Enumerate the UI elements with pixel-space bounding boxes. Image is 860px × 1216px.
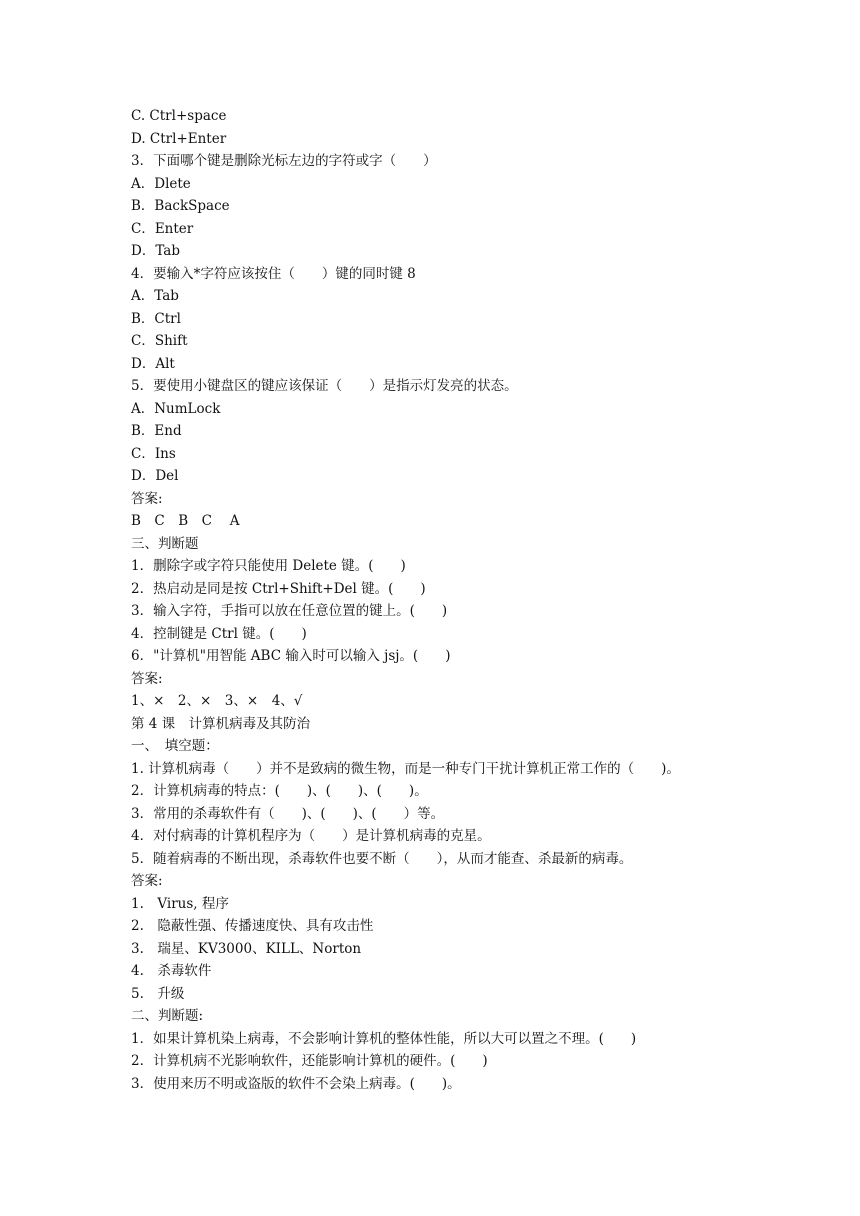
- fill-question-3: 3．常用的杀毒软件有（ )、( )、( ）等。: [131, 805, 445, 822]
- fill-question-5: 5．随着病毒的不断出现，杀毒软件也要不断（ ），从而才能查、杀最新的病毒。: [131, 850, 633, 867]
- question-5: 5．要使用小键盘区的键应该保证（ ）是指示灯发亮的状态。: [131, 378, 518, 394]
- q3-option-b: B．BackSpace: [131, 198, 230, 214]
- fill-answer-2: 2. 隐蔽性强、传播速度快、具有攻击性: [131, 918, 374, 934]
- fill-answer-3: 3. 瑞星、KV3000、KILL、Norton: [131, 940, 362, 957]
- fill-answer-5: 5. 升级: [131, 985, 185, 1002]
- fill-answer-4: 4. 杀毒软件: [131, 963, 212, 979]
- tf-question-3: 3．输入字符，手指可以放在任意位置的键上。( ): [131, 603, 448, 619]
- q4-option-a: A．Tab: [131, 288, 179, 304]
- q4-option-c: C．Shift: [131, 333, 188, 349]
- lesson-4-title: 第 4 课 计算机病毒及其防治: [131, 715, 311, 732]
- tf-question-2: 2．热启动是同是按 Ctrl+Shift+Del 键。( ): [131, 580, 426, 597]
- q4-option-b: B．Ctrl: [131, 310, 181, 327]
- judgment-question-3: 3．使用来历不明或盗版的软件不会染上病毒。( )。: [131, 1075, 461, 1092]
- fill-answer-1: 1. Virus, 程序: [131, 895, 229, 912]
- q5-option-d: D．Del: [131, 468, 179, 484]
- q5-option-b: B．End: [131, 423, 182, 439]
- fill-question-2: 2．计算机病毒的特点：( )、( )、( )。: [131, 783, 428, 799]
- judgment-question-2: 2．计算机病不光影响软件，还能影响计算机的硬件。( ): [131, 1053, 488, 1069]
- q3-option-c: C．Enter: [131, 220, 194, 237]
- answer-heading: 答案:: [131, 873, 163, 889]
- answer-heading: 答案:: [131, 490, 163, 507]
- q5-option-c: C．Ins: [131, 445, 176, 462]
- option-c-ctrl-space: C. Ctrl+space: [131, 108, 227, 124]
- tf-question-1: 1．删除字或字符只能使用 Delete 键。( ): [131, 558, 406, 574]
- q4-option-d: D．Alt: [131, 355, 175, 372]
- answer-heading: 答案:: [131, 670, 163, 687]
- tf-question-4: 4．控制键是 Ctrl 键。( ): [131, 625, 307, 642]
- tf-answers: 1、× 2、× 3、× 4、√: [131, 693, 303, 709]
- q3-option-d: D．Tab: [131, 243, 180, 259]
- fill-question-4: 4．对付病毒的计算机程序为（ ）是计算机病毒的克星。: [131, 828, 491, 844]
- question-4: 4．要输入*字符应该按住（ ）键的同时键 8: [131, 265, 416, 282]
- question-3: 3．下面哪个键是删除光标左边的字符或字（ ）: [131, 153, 437, 169]
- fill-question-1: 1. 计算机病毒（ ）并不是致病的微生物，而是一种专门干扰计算机正常工作的（ )。: [131, 760, 680, 777]
- tf-question-6: 6．"计算机"用智能 ABC 输入时可以输入 jsj。( ): [131, 648, 451, 664]
- document-body: [131, 105, 771, 1095]
- answer-choices: B C B C A: [131, 513, 240, 529]
- option-d-ctrl-enter: D. Ctrl+Enter: [131, 130, 227, 147]
- q5-option-a: A．NumLock: [131, 400, 221, 417]
- q3-option-a: A．Dlete: [131, 175, 191, 192]
- section-judgment-heading: 二、判断题:: [131, 1008, 204, 1024]
- judgment-question-1: 1．如果计算机染上病毒，不会影响计算机的整体性能，所以大可以置之不理。( ): [131, 1030, 637, 1047]
- section-true-false-heading: 三、判断题: [131, 535, 199, 552]
- fill-blank-heading: 一、 填空题：: [131, 738, 219, 754]
